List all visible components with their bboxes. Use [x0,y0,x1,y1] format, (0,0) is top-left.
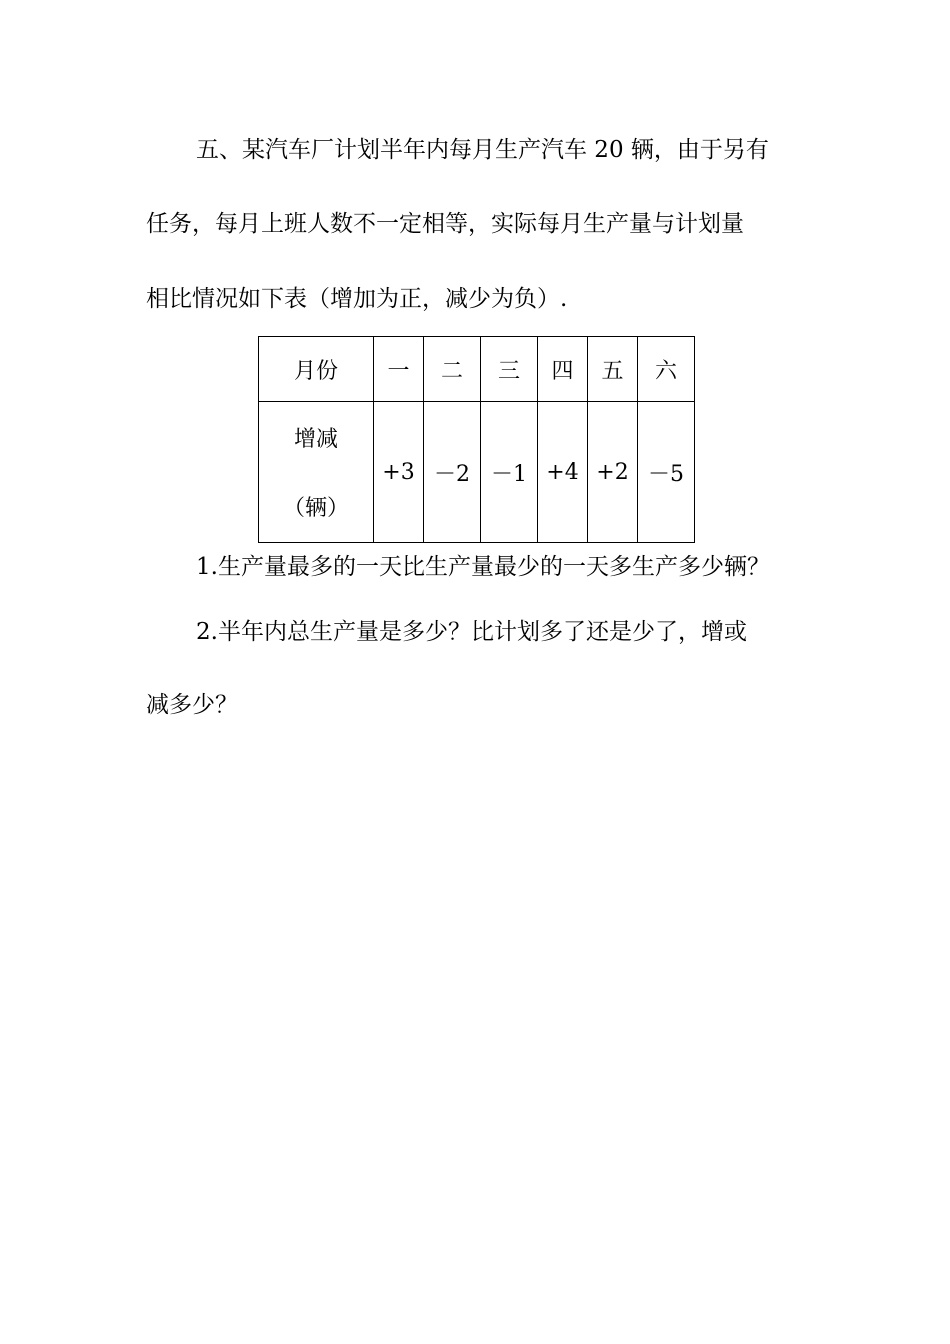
table-value-row [259,402,695,543]
month-cell: 六 [638,337,695,402]
question-2-line-2: 减多少？ [146,692,238,718]
value-cell: －2 [424,402,481,543]
production-change-table [258,336,695,543]
table-header-row [259,337,695,402]
month-cell: 五 [588,337,638,402]
value-cell: －1 [481,402,538,543]
problem-text-line-3: 相比情况如下表（增加为正，减少为负）. [146,286,568,312]
month-cell: 四 [538,337,588,402]
header-label-cell: 月份 [259,337,374,402]
row-label-line-1: 增减 [293,427,338,452]
month-cell: 三 [481,337,538,402]
row-label-cell [259,402,374,543]
question-1: 1.生产量最多的一天比生产量最少的一天多生产多少辆？ [196,554,770,580]
value-cell: +4 [538,402,588,543]
problem-text-line-1: 五、某汽车厂计划半年内每月生产汽车 20 辆，由于另有 [196,137,769,163]
value-cell: +2 [588,402,638,543]
row-label-line-2: （辆） [282,496,349,521]
question-2-line-1: 2.半年内总生产量是多少？比计划多了还是少了，增或 [196,619,747,645]
value-cell: －5 [638,402,695,543]
row-label-spacer [259,453,373,491]
month-cell: 一 [374,337,424,402]
value-cell: +3 [374,402,424,543]
problem-text-line-2: 任务，每月上班人数不一定相等，实际每月生产量与计划量 [146,211,744,237]
month-cell: 二 [424,337,481,402]
